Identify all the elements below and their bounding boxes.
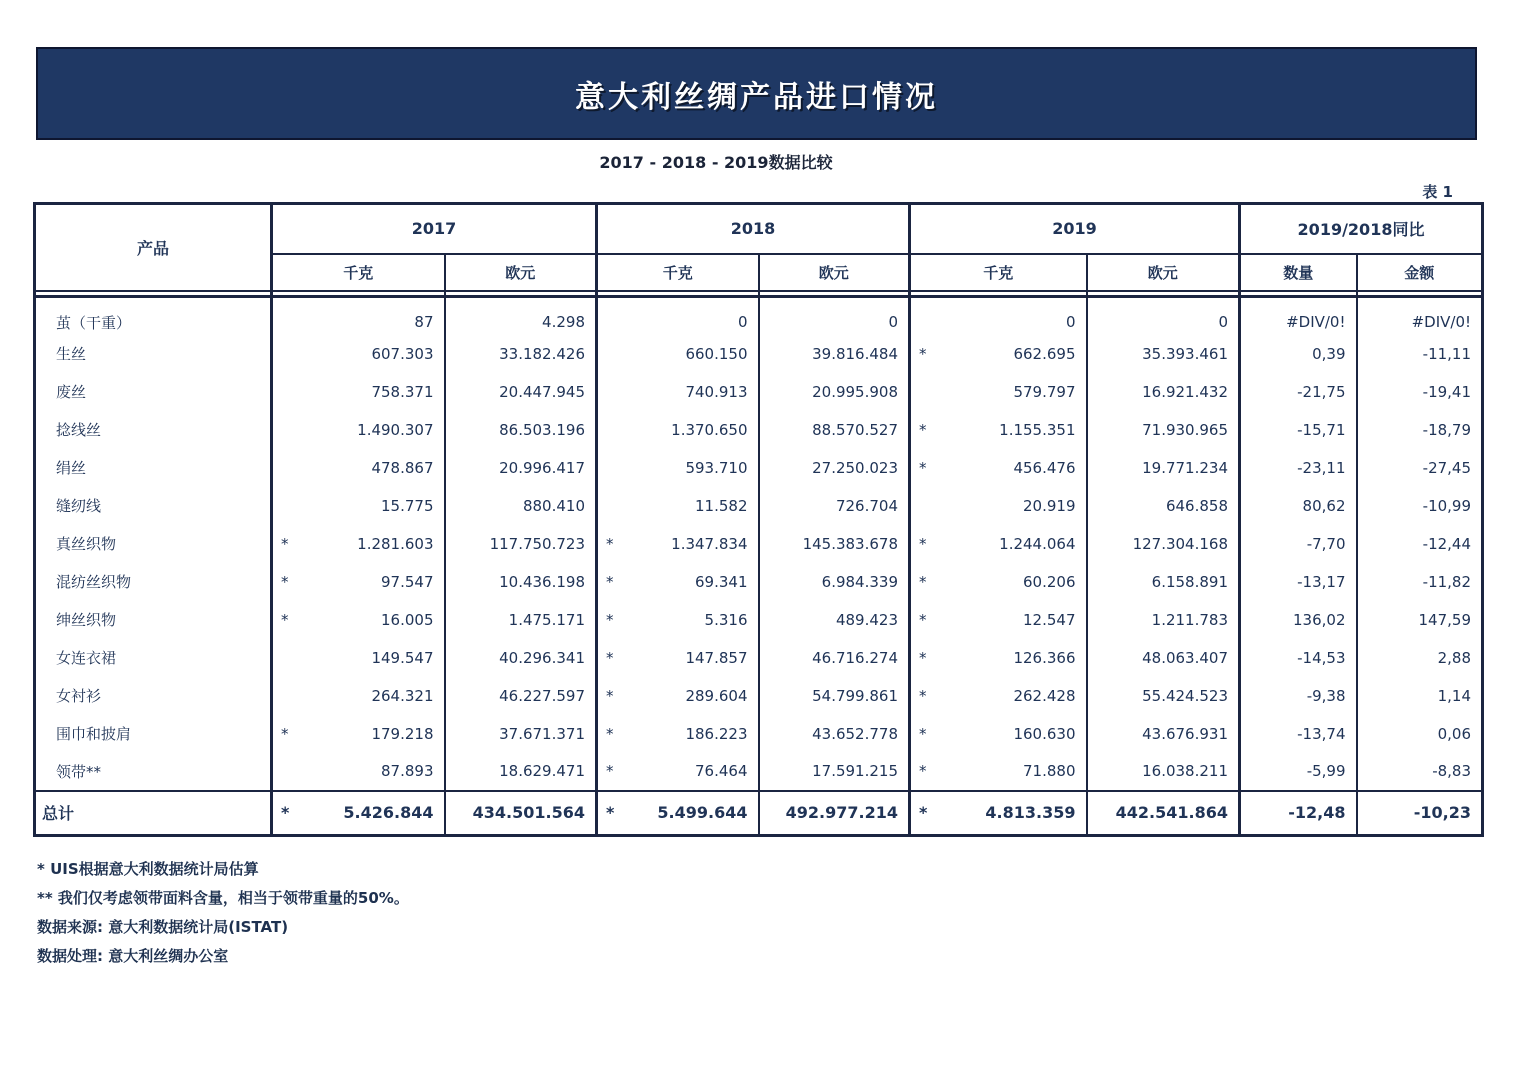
kg-value-cell <box>910 753 1087 791</box>
kg-value-cell <box>597 411 759 449</box>
eur-value-cell: 0 <box>1087 297 1240 335</box>
eur-value-cell: 71.930.965 <box>1087 411 1240 449</box>
estimate-asterisk: * <box>606 610 614 629</box>
product-cell: 捻线丝 <box>35 411 272 449</box>
kg-value-cell <box>272 487 445 525</box>
estimate-asterisk: * <box>281 572 289 591</box>
eur-value-cell: 880.410 <box>445 487 597 525</box>
estimate-asterisk: * <box>606 686 614 705</box>
header-unit: 欧元 <box>1087 254 1240 291</box>
kg-value: 662.695 <box>1013 344 1076 363</box>
eur-value-cell: 646.858 <box>1087 487 1240 525</box>
estimate-asterisk: * <box>606 572 614 591</box>
eur-value-cell: 39.816.484 <box>759 335 910 373</box>
amount-change-cell: 2,88 <box>1437 648 1472 667</box>
estimate-asterisk: * <box>919 344 927 363</box>
eur-value-cell: 35.393.461 <box>1087 335 1240 373</box>
kg-value-cell <box>597 487 759 525</box>
eur-value-cell: 18.629.471 <box>445 753 597 791</box>
header-unit: 千克 <box>597 254 759 291</box>
eur-value-cell: 492.977.214 <box>759 791 910 836</box>
eur-value-cell: 6.984.339 <box>759 563 910 601</box>
page <box>0 47 1527 971</box>
header-unit: 金额 <box>1404 263 1435 282</box>
header-unit: 千克 <box>272 254 445 291</box>
estimate-asterisk: * <box>281 534 289 553</box>
kg-value: 264.321 <box>371 686 434 705</box>
kg-value-cell <box>597 753 759 791</box>
amount-change-cell: -27,45 <box>1422 458 1472 477</box>
eur-value-cell: 442.541.864 <box>1087 791 1240 836</box>
title-banner <box>36 47 1477 140</box>
estimate-asterisk: * <box>281 610 289 629</box>
kg-value: 262.428 <box>1013 686 1076 705</box>
eur-value-cell: 54.799.861 <box>759 677 910 715</box>
eur-value-cell: 37.671.371 <box>445 715 597 753</box>
qty-change-cell: -21,75 <box>1240 373 1357 411</box>
kg-value: 60.206 <box>1023 572 1076 591</box>
product-cell: 女连衣裙 <box>35 639 272 677</box>
kg-value-cell <box>272 297 445 335</box>
amount-change-cell: -18,79 <box>1422 420 1472 439</box>
eur-value-cell: 20.447.945 <box>445 373 597 411</box>
kg-value-cell <box>910 411 1087 449</box>
kg-value-cell <box>272 563 445 601</box>
kg-value: 4.813.359 <box>985 803 1076 823</box>
eur-value-cell: 55.424.523 <box>1087 677 1240 715</box>
kg-value-cell <box>272 601 445 639</box>
kg-value-cell <box>272 373 445 411</box>
header-group-2019: 2019 <box>910 204 1240 254</box>
total-row <box>35 791 1483 836</box>
table-row <box>35 753 1483 791</box>
qty-change-cell: -13,17 <box>1240 563 1357 601</box>
estimate-asterisk: * <box>919 724 927 743</box>
product-cell: 生丝 <box>35 335 272 373</box>
kg-value: 0 <box>737 313 748 332</box>
kg-value-cell <box>597 677 759 715</box>
header-unit: 欧元 <box>759 254 910 291</box>
amount-change-cell: 1,14 <box>1437 686 1472 705</box>
estimate-asterisk: * <box>919 762 927 780</box>
table-header <box>35 204 1483 291</box>
subtitle: 2017 - 2018 - 2019数据比较 <box>599 153 833 172</box>
kg-value-cell <box>910 563 1087 601</box>
kg-value-cell <box>272 677 445 715</box>
kg-value: 69.341 <box>695 572 748 591</box>
header-group-2018: 2018 <box>597 204 910 254</box>
kg-value-cell <box>272 639 445 677</box>
kg-value: 179.218 <box>371 724 434 743</box>
kg-value-cell <box>272 335 445 373</box>
header-unit: 千克 <box>910 254 1087 291</box>
eur-value-cell: 20.996.417 <box>445 449 597 487</box>
kg-value-cell <box>597 373 759 411</box>
amount-change-cell: -10,99 <box>1422 496 1472 515</box>
kg-value-cell <box>597 639 759 677</box>
estimate-asterisk: * <box>919 686 927 705</box>
eur-value-cell: 20.995.908 <box>759 373 910 411</box>
product-cell: 缝纫线 <box>35 487 272 525</box>
eur-value-cell: 43.652.778 <box>759 715 910 753</box>
kg-value: 579.797 <box>1013 382 1076 401</box>
table-row <box>35 677 1483 715</box>
footnote: ** 我们仅考虑领带面料含量，相当于领带重量的50%。 <box>37 889 409 907</box>
estimate-asterisk: * <box>919 803 928 823</box>
table-row <box>35 487 1483 525</box>
table-number-label: 表 1 <box>1422 183 1453 201</box>
product-cell: 绅丝织物 <box>35 601 272 639</box>
product-cell: 茧（干重） <box>35 297 272 335</box>
eur-value-cell: 16.921.432 <box>1087 373 1240 411</box>
kg-value-cell <box>272 449 445 487</box>
kg-value-cell <box>597 525 759 563</box>
eur-value-cell: 46.227.597 <box>445 677 597 715</box>
qty-change-cell: -7,70 <box>1240 525 1357 563</box>
qty-change-cell: -5,99 <box>1240 753 1357 791</box>
estimate-asterisk: * <box>606 724 614 743</box>
kg-value-cell <box>910 449 1087 487</box>
kg-value-cell <box>910 791 1087 836</box>
eur-value-cell: 10.436.198 <box>445 563 597 601</box>
kg-value: 147.857 <box>685 648 748 667</box>
kg-value: 76.464 <box>695 762 748 780</box>
table-row <box>35 373 1483 411</box>
product-cell: 女衬衫 <box>35 677 272 715</box>
kg-value: 160.630 <box>1013 724 1076 743</box>
kg-value: 478.867 <box>371 458 434 477</box>
kg-value: 11.582 <box>695 496 748 515</box>
kg-value-cell <box>272 715 445 753</box>
kg-value-cell <box>597 335 759 373</box>
kg-value: 1.281.603 <box>357 534 434 553</box>
kg-value: 1.370.650 <box>671 420 748 439</box>
header-group-2019-2018--: 2019/2018同比 <box>1240 204 1483 254</box>
header-unit: 欧元 <box>445 254 597 291</box>
kg-value: 20.919 <box>1023 496 1076 515</box>
kg-value-cell <box>597 715 759 753</box>
eur-value-cell: 117.750.723 <box>445 525 597 563</box>
header-product: 产品 <box>35 204 272 291</box>
product-cell: 绢丝 <box>35 449 272 487</box>
amount-change-cell: -8,83 <box>1432 762 1472 780</box>
product-cell: 废丝 <box>35 373 272 411</box>
kg-value-cell <box>597 449 759 487</box>
amount-change-cell: -11,82 <box>1422 572 1472 591</box>
kg-value-cell <box>272 411 445 449</box>
kg-value: 12.547 <box>1023 610 1076 629</box>
kg-value-cell <box>910 297 1087 335</box>
imports-table <box>33 202 1484 837</box>
kg-value: 97.547 <box>381 572 434 591</box>
qty-change-cell: #DIV/0! <box>1240 297 1357 335</box>
product-cell: 围巾和披肩 <box>35 715 272 753</box>
kg-value-cell <box>910 677 1087 715</box>
kg-value-cell <box>910 525 1087 563</box>
footnote: 数据处理: 意大利丝绸办公室 <box>37 947 229 965</box>
table-row <box>35 715 1483 753</box>
qty-change-cell: -14,53 <box>1240 639 1357 677</box>
kg-value: 126.366 <box>1013 648 1076 667</box>
eur-value-cell: 86.503.196 <box>445 411 597 449</box>
footnote: 数据来源: 意大利数据统计局(ISTAT) <box>37 918 289 936</box>
kg-value: 149.547 <box>371 648 434 667</box>
footnotes <box>37 855 1527 971</box>
table-row <box>35 563 1483 601</box>
kg-value-cell <box>597 563 759 601</box>
eur-value-cell: 17.591.215 <box>759 753 910 791</box>
table-row <box>35 411 1483 449</box>
header-group-2017: 2017 <box>272 204 597 254</box>
eur-value-cell: 40.296.341 <box>445 639 597 677</box>
footnote: * UIS根据意大利数据统计局估算 <box>37 860 259 878</box>
estimate-asterisk: * <box>919 610 927 629</box>
kg-value: 15.775 <box>381 496 434 515</box>
eur-value-cell: 145.383.678 <box>759 525 910 563</box>
estimate-asterisk: * <box>919 534 927 553</box>
estimate-asterisk: * <box>281 803 290 823</box>
kg-value: 16.005 <box>381 610 434 629</box>
estimate-asterisk: * <box>606 648 614 667</box>
header-unit: 数量 <box>1240 254 1357 291</box>
table-row <box>35 525 1483 563</box>
qty-change-cell: 0,39 <box>1240 335 1357 373</box>
estimate-asterisk: * <box>919 420 927 439</box>
kg-value-cell <box>597 297 759 335</box>
kg-value: 1.490.307 <box>357 420 434 439</box>
kg-value-cell <box>910 487 1087 525</box>
estimate-asterisk: * <box>281 724 289 743</box>
product-cell: 总计 <box>35 791 272 836</box>
amount-change-cell: -11,11 <box>1422 344 1472 363</box>
table-row <box>35 449 1483 487</box>
amount-change-cell: 0,06 <box>1437 724 1472 743</box>
eur-value-cell: 19.771.234 <box>1087 449 1240 487</box>
qty-change-cell: -23,11 <box>1240 449 1357 487</box>
kg-value-cell <box>910 715 1087 753</box>
estimate-asterisk: * <box>606 762 614 780</box>
kg-value: 87.893 <box>381 762 434 780</box>
qty-change-cell: 80,62 <box>1240 487 1357 525</box>
amount-change-cell: #DIV/0! <box>1411 313 1472 332</box>
eur-value-cell: 48.063.407 <box>1087 639 1240 677</box>
eur-value-cell: 489.423 <box>759 601 910 639</box>
product-cell: 领带** <box>35 753 272 791</box>
qty-change-cell: -9,38 <box>1240 677 1357 715</box>
product-cell: 真丝织物 <box>35 525 272 563</box>
kg-value: 1.347.834 <box>671 534 748 553</box>
page-title: 意大利丝绸产品进口情况 <box>575 79 938 115</box>
estimate-asterisk: * <box>919 648 927 667</box>
kg-value: 289.604 <box>685 686 748 705</box>
estimate-asterisk: * <box>919 458 927 477</box>
kg-value-cell <box>272 791 445 836</box>
kg-value: 456.476 <box>1013 458 1076 477</box>
amount-change-cell: -19,41 <box>1422 382 1472 401</box>
table-row <box>35 639 1483 677</box>
qty-change-cell: -15,71 <box>1240 411 1357 449</box>
kg-value-cell <box>597 791 759 836</box>
estimate-asterisk: * <box>919 572 927 591</box>
qty-change-cell: 136,02 <box>1240 601 1357 639</box>
eur-value-cell: 27.250.023 <box>759 449 910 487</box>
kg-value: 758.371 <box>371 382 434 401</box>
eur-value-cell: 1.475.171 <box>445 601 597 639</box>
kg-value: 71.880 <box>1023 762 1076 780</box>
qty-change-cell: -12,48 <box>1240 791 1357 836</box>
kg-value: 5.426.844 <box>343 803 434 823</box>
kg-value-cell <box>597 601 759 639</box>
eur-value-cell: 88.570.527 <box>759 411 910 449</box>
kg-value: 1.244.064 <box>999 534 1076 553</box>
kg-value-cell <box>272 753 445 791</box>
qty-change-cell: -13,74 <box>1240 715 1357 753</box>
estimate-asterisk: * <box>606 803 615 823</box>
estimate-asterisk: * <box>606 534 614 553</box>
kg-value: 660.150 <box>685 344 748 363</box>
kg-value: 5.499.644 <box>657 803 748 823</box>
eur-value-cell: 6.158.891 <box>1087 563 1240 601</box>
table-row <box>35 297 1483 335</box>
kg-value: 5.316 <box>704 610 748 629</box>
table-row <box>35 335 1483 373</box>
kg-value: 593.710 <box>685 458 748 477</box>
eur-value-cell: 0 <box>759 297 910 335</box>
eur-value-cell: 33.182.426 <box>445 335 597 373</box>
eur-value-cell: 1.211.783 <box>1087 601 1240 639</box>
eur-value-cell: 46.716.274 <box>759 639 910 677</box>
kg-value-cell <box>910 373 1087 411</box>
table-row <box>35 601 1483 639</box>
eur-value-cell: 434.501.564 <box>445 791 597 836</box>
amount-change-cell: -10,23 <box>1413 803 1472 823</box>
eur-value-cell: 43.676.931 <box>1087 715 1240 753</box>
eur-value-cell: 4.298 <box>445 297 597 335</box>
kg-value: 740.913 <box>685 382 748 401</box>
kg-value: 607.303 <box>371 344 434 363</box>
kg-value-cell <box>910 639 1087 677</box>
kg-value: 0 <box>1065 313 1076 332</box>
eur-value-cell: 16.038.211 <box>1087 753 1240 791</box>
kg-value-cell <box>910 335 1087 373</box>
amount-change-cell: 147,59 <box>1418 610 1472 629</box>
kg-value-cell <box>272 525 445 563</box>
eur-value-cell: 726.704 <box>759 487 910 525</box>
kg-value: 1.155.351 <box>999 420 1076 439</box>
kg-value: 87 <box>414 313 434 332</box>
eur-value-cell: 127.304.168 <box>1087 525 1240 563</box>
amount-change-cell: -12,44 <box>1422 534 1472 553</box>
product-cell: 混纺丝织物 <box>35 563 272 601</box>
kg-value-cell <box>910 601 1087 639</box>
kg-value: 186.223 <box>685 724 748 743</box>
